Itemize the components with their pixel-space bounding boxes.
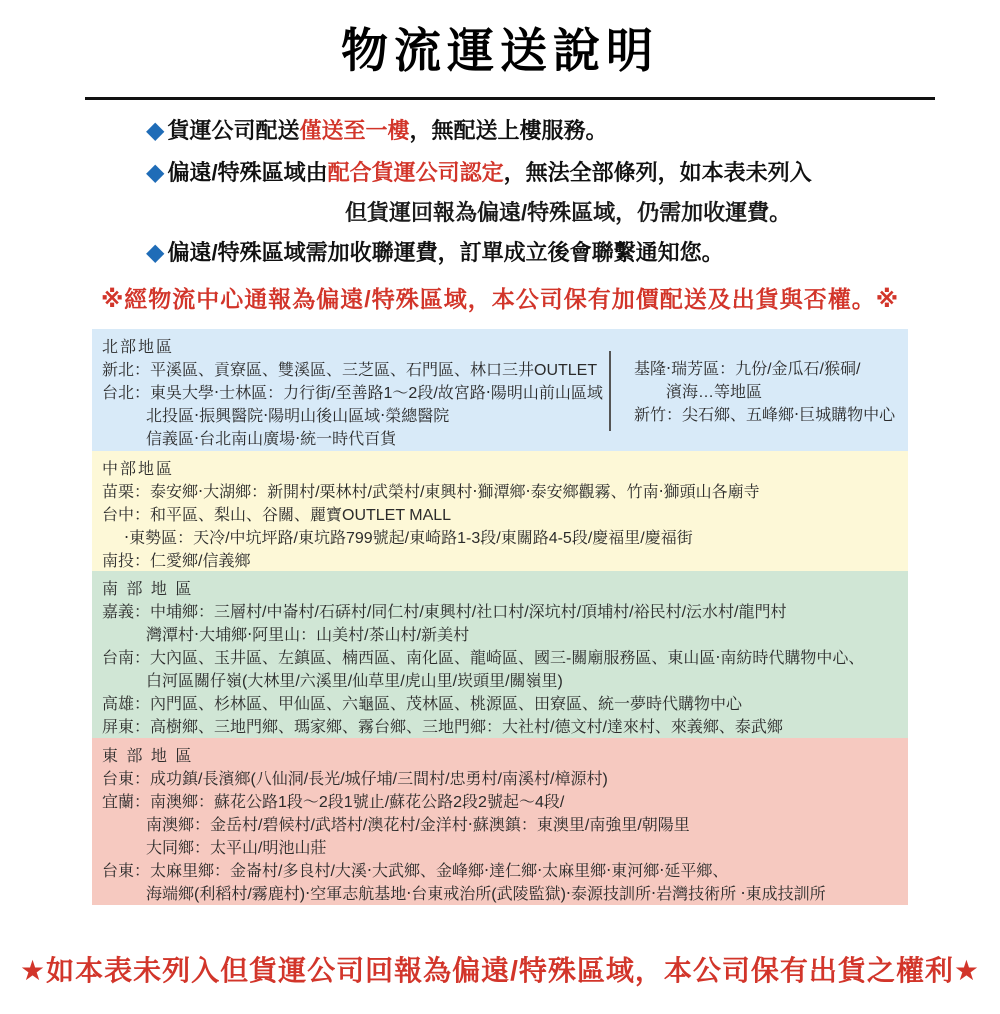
region-south bbox=[92, 571, 908, 738]
note-item-2-continuation: 但貨運回報為偏遠/特殊區域，仍需加收運費。 bbox=[345, 200, 792, 225]
region-line: 嘉義：中埔鄉：三層村/中崙村/石硦村/同仁村/東興村/社口村/深坑村/頂埔村/裕民村/沄水村/龍門村 bbox=[102, 604, 787, 621]
note-text bbox=[167, 118, 607, 143]
top-warning-text: ※經物流中心通報為偏遠/特殊區域，本公司保有加價配送及出貨與否權。※ bbox=[100, 286, 900, 312]
page-title: 物流運送說明 bbox=[341, 24, 659, 77]
region-line: 新竹：尖石鄉、五峰鄉‧巨城購物中心 bbox=[634, 407, 896, 424]
notes-list bbox=[146, 117, 1000, 267]
region-east-heading: 東 部 地 區 bbox=[102, 748, 194, 765]
region-line: 灣潭村‧大埔鄉‧阿里山：山美村/茶山村/新美村 bbox=[146, 627, 470, 644]
region-line: 北投區‧振興醫院‧陽明山後山區域‧榮總醫院 bbox=[146, 408, 450, 425]
note-text-highlight: 配合貨運公司認定 bbox=[327, 160, 504, 185]
title-divider bbox=[85, 97, 935, 100]
region-line: 台東：太麻里鄉：金崙村/多良村/大溪‧大武鄉、金峰鄉‧達仁鄉‧太麻里鄉‧東河鄉‧延平鄉、 bbox=[102, 863, 729, 880]
bottom-warning-text: ★如本表未列入但貨運公司回報為偏遠/特殊區域，本公司保有出貨之權利★ bbox=[20, 955, 980, 986]
region-line: 台中：和平區、梨山、谷關、麗寶OUTLET MALL bbox=[102, 507, 452, 524]
region-line: 台東：成功鎮/長濱鄉(八仙洞/長光/城仔埔/三間村/忠勇村/南溪村/樟源村) bbox=[102, 771, 608, 788]
diamond-bullet-icon: ◆ bbox=[146, 159, 165, 186]
diamond-bullet-icon: ◆ bbox=[146, 117, 165, 144]
region-line: 南投：仁愛鄉/信義鄉 bbox=[102, 553, 251, 570]
note-item-1 bbox=[146, 117, 1000, 145]
region-line: 苗栗：泰安鄉‧大湖鄉：新開村/栗林村/武榮村/東興村‧獅潭鄉‧泰安鄉觀霧、竹南‧獅頭山各廟寺 bbox=[102, 484, 760, 501]
note-text-highlight: 僅送至一樓 bbox=[299, 118, 410, 143]
region-line: 基隆‧瑞芳區：九份/金瓜石/猴硐/ bbox=[634, 361, 861, 378]
column-divider bbox=[609, 351, 611, 431]
region-north-heading: 北部地區 bbox=[102, 339, 175, 356]
region-line: 宜蘭：南澳鄉：蘇花公路1段～2段1號止/蘇花公路2段2號起～4段/ bbox=[102, 794, 565, 811]
region-east bbox=[92, 738, 908, 905]
region-line: 新北：平溪區、貢寮區、雙溪區、三芝區、石門區、林口三井OUTLET bbox=[102, 362, 598, 379]
region-line: 高雄：內門區、杉林區、甲仙區、六龜區、茂林區、桃源區、田寮區、統一夢時代購物中心 bbox=[102, 696, 743, 713]
region-line: 白河區關仔嶺(大林里/六溪里/仙草里/虎山里/崁頭里/關嶺里) bbox=[146, 673, 563, 690]
region-north-right-column bbox=[634, 358, 895, 427]
logistics-notice-page bbox=[0, 14, 1000, 1014]
region-line: 台南：大內區、玉井區、左鎮區、楠西區、南化區、龍崎區、國三-關廟服務區、東山區‧南紡時代購物中心、 bbox=[102, 650, 865, 667]
region-line: 濱海…等地區 bbox=[666, 384, 763, 401]
diamond-bullet-icon: ◆ bbox=[146, 239, 165, 266]
note-item-3 bbox=[146, 239, 1000, 267]
region-line: 信義區‧台北南山廣場‧統一時代百貨 bbox=[146, 431, 397, 448]
note-text: 偏遠/特殊區域需加收聯運費，訂單成立後會聯繫通知您。 bbox=[167, 240, 724, 265]
region-line: ‧東勢區：天冷/中坑坪路/東坑路799號起/東崎路1-3段/東關路4-5段/慶福里/慶福街 bbox=[124, 530, 693, 547]
region-north bbox=[92, 329, 908, 451]
note-text-plain: 貨運公司配送 bbox=[167, 118, 300, 143]
region-line: 南澳鄉：金岳村/碧候村/武塔村/澳花村/金洋村‧蘇澳鎮：東澳里/南強里/朝陽里 bbox=[146, 817, 690, 834]
note-item-2 bbox=[146, 159, 1000, 187]
region-line: 台北：東吳大學‧士林區：力行街/至善路1～2段/故宮路‧陽明山前山區域 bbox=[102, 385, 603, 402]
note-text bbox=[167, 160, 811, 185]
note-text-plain: ，無法全部條列，如本表未列入 bbox=[503, 160, 812, 185]
region-line: 大同鄉：太平山/明池山莊 bbox=[146, 840, 327, 857]
note-text-plain: 偏遠/特殊區域由 bbox=[167, 160, 328, 185]
region-south-heading: 南 部 地 區 bbox=[102, 581, 194, 598]
region-line: 海端鄉(利稻村/霧鹿村)‧空軍志航基地‧台東戒治所(武陵監獄)‧泰源技訓所‧岩灣技術所 ‧東成技訓所 bbox=[146, 886, 826, 903]
region-central bbox=[92, 451, 908, 571]
region-central-heading: 中部地區 bbox=[102, 461, 175, 478]
note-text-plain: ，無配送上樓服務。 bbox=[409, 118, 608, 143]
region-line: 屏東：高樹鄉、三地門鄉、瑪家鄉、霧台鄉、三地門鄉：大社村/德文村/達來村、來義鄉、泰武鄉 bbox=[102, 719, 783, 736]
